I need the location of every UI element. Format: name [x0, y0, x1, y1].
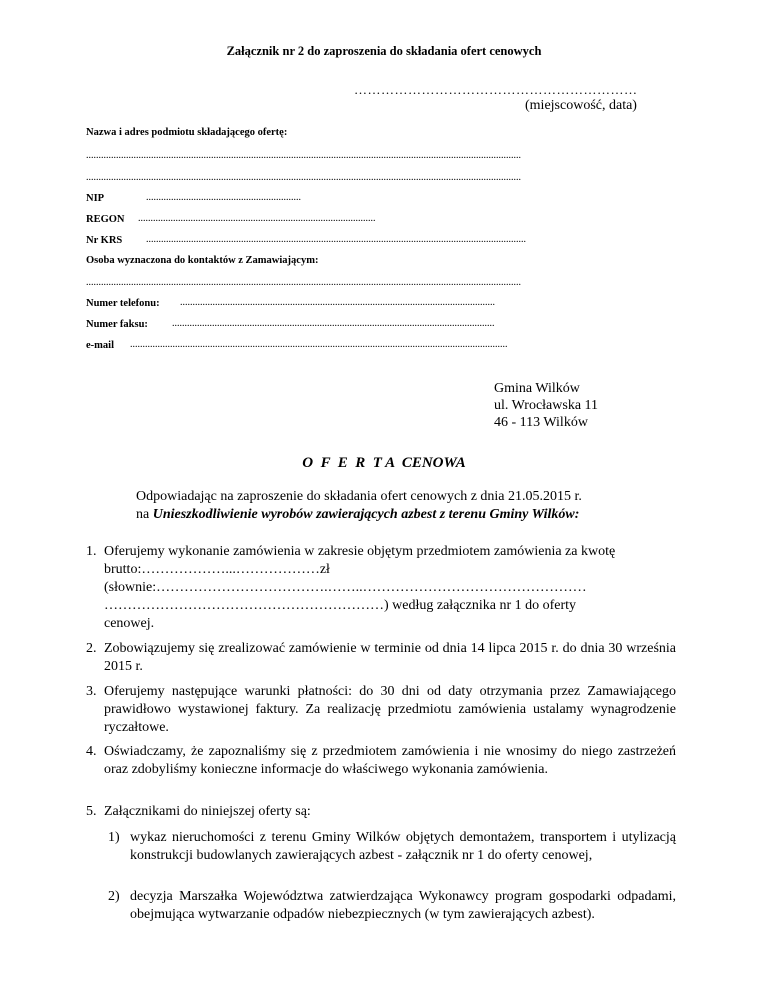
- subitem-text: decyzja Marszałka Województwa zatwierdzająca Wykonawcy program gospodarki odpadami, obejmująca wytwarzanie odpadów niebezpiecznych (w tym zawierających azbest).: [130, 889, 676, 922]
- email-label: e-mail: [86, 340, 114, 351]
- item-1-price-field[interactable]: brutto:………………...………………zł: [104, 562, 330, 577]
- item-1-line5: cenowej.: [104, 616, 155, 631]
- krs-label: Nr KRS: [86, 235, 123, 246]
- item-1-line1: Oferujemy wykonanie zamówienia w zakresie objętym przedmiotem zamówienia za kwotę: [104, 544, 616, 559]
- offer-subject: Unieszkodliwienie wyrobów zawierających azbest z terenu Gminy Wilków:: [152, 507, 580, 522]
- offer-item-5: [86, 803, 676, 821]
- place-date-field[interactable]: ………………………………………………………: [354, 82, 638, 97]
- item-number: 3.: [86, 684, 97, 699]
- offer-item-2: [86, 640, 676, 676]
- entity-field-line1[interactable]: ..............................................................................................................................................................................: [86, 150, 521, 161]
- subitem-number: 1): [108, 830, 120, 845]
- entity-field-line2[interactable]: ..............................................................................................................................................................................: [86, 172, 521, 183]
- item-1-line4: ……………………………………………………) według załącznika nr 1 do oferty: [104, 598, 577, 613]
- item-text: Załącznikami do niniejszej oferty są:: [104, 804, 311, 819]
- offer-title: O F E R T A CENOWA: [302, 455, 466, 471]
- regon-label: REGON: [86, 214, 125, 225]
- offer-item-1: [86, 543, 676, 633]
- recipient-line2: ul. Wrocławska 11: [494, 398, 599, 413]
- offer-item-3: [86, 683, 676, 737]
- item-text: Zobowiązujemy się zrealizować zamówienie w terminie od dnia 14 lipca 2015 r. do dnia 30 września 2015 r.: [104, 641, 676, 674]
- attachment-title: Załącznik nr 2 do zaproszenia do składania ofert cenowych: [226, 44, 542, 58]
- phone-field[interactable]: ..............................................................................................................................: [180, 297, 495, 308]
- phone-label: Numer telefonu:: [86, 298, 160, 309]
- fax-field[interactable]: .................................................................................................................................: [172, 318, 495, 329]
- regon-field[interactable]: ...............................................................................................: [138, 213, 376, 224]
- fax-label: Numer faksu:: [86, 319, 148, 330]
- item-text: Oferujemy następujące warunki płatności: do 30 dni od daty otrzymania przez Zamawiającego prawidłowo wystawionej faktury. Za realizację przedmiotu zamówienia ustalamy wynagrodzenie ryczałtowe.: [104, 684, 676, 735]
- offer-intro-line1: Odpowiadając na zaproszenie do składania ofert cenowych z dnia 21.05.2015 r.: [136, 489, 582, 504]
- item-number: 5.: [86, 804, 97, 819]
- offer-item-4: [86, 743, 676, 779]
- attachment-item-1: [108, 829, 676, 865]
- krs-field[interactable]: ........................................................................................................................................................: [146, 234, 526, 245]
- attachment-item-2: [108, 888, 676, 924]
- nip-field[interactable]: ..............................................................: [146, 192, 301, 203]
- item-text: Oświadczamy, że zapoznaliśmy się z przedmiotem zamówienia i nie wnosimy do niego zastrzeżeń oraz zdobyliśmy konieczne informacje do właściwego wykonania zamówienia.: [104, 744, 676, 777]
- subitem-text: wykaz nieruchomości z terenu Gminy Wilków objętych demontażem, transportem i utylizacją konstrukcji budowlanych zawierających azbest - załącznik nr 1 do oferty cenowej,: [130, 830, 676, 863]
- place-date-label: (miejscowość, data): [525, 98, 637, 113]
- item-number: 2.: [86, 641, 97, 656]
- recipient-line1: Gmina Wilków: [494, 381, 580, 396]
- item-1-words-field[interactable]: (słownie:……………………………….……..…………………………………………: [104, 580, 587, 595]
- entity-label: Nazwa i adres podmiotu składającego ofertę:: [86, 127, 288, 138]
- offer-intro-prefix: na: [136, 507, 153, 522]
- email-field[interactable]: .......................................................................................................................................................: [130, 339, 508, 350]
- nip-label: NIP: [86, 193, 105, 204]
- item-number: 1.: [86, 544, 97, 559]
- item-number: 4.: [86, 744, 97, 759]
- offer-intro-line2: [136, 506, 579, 524]
- contact-label: Osoba wyznaczona do kontaktów z Zamawiającym:: [86, 255, 319, 266]
- contact-field[interactable]: ..............................................................................................................................................................................: [86, 277, 521, 288]
- subitem-number: 2): [108, 889, 120, 904]
- recipient-line3: 46 - 113 Wilków: [494, 415, 588, 430]
